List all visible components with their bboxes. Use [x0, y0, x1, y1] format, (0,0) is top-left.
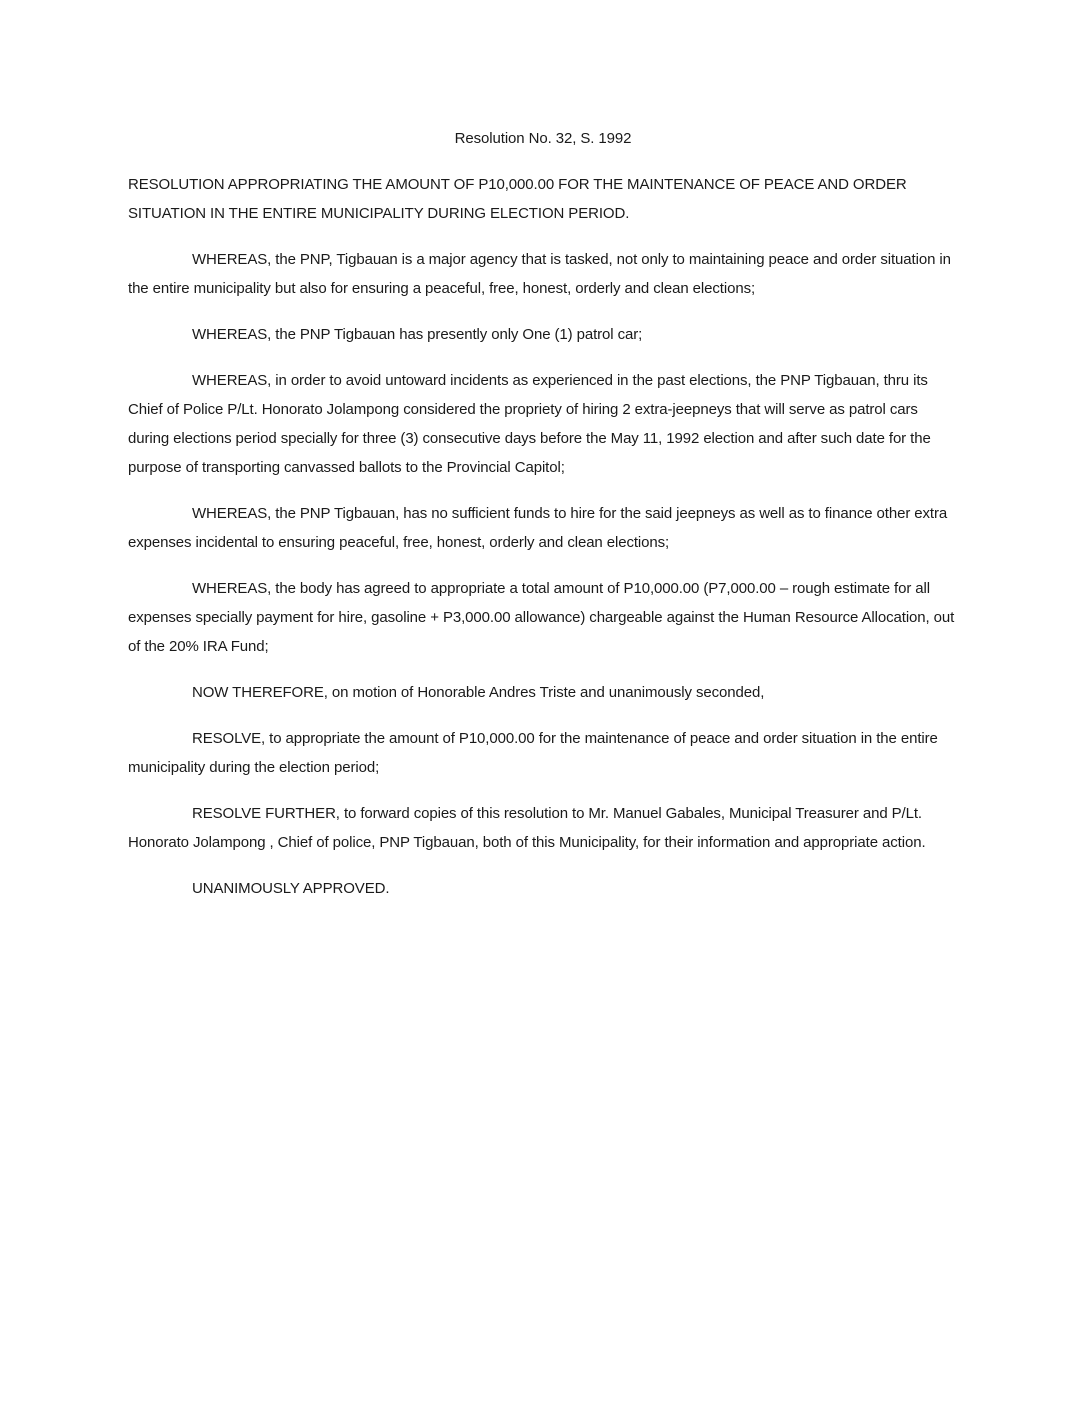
resolution-title: Resolution No. 32, S. 1992	[454, 130, 632, 147]
now-therefore-clause: NOW THEREFORE, on motion of Honorable Andres Triste and unanimously seconded,	[192, 684, 765, 701]
approval-statement: UNANIMOUSLY APPROVED.	[192, 880, 390, 897]
whereas-clause-5: WHEREAS, the body has agreed to appropriate a total amount of P10,000.00 (P7,000.00 – rough estimate for all expenses specially payment for hire, gasoline + P3,000.00 allowance) chargeable against the Human Resource Allocation, out of the 20% IRA Fund;	[128, 580, 955, 655]
whereas-clause-2: WHEREAS, the PNP Tigbauan has presently only One (1) patrol car;	[192, 326, 643, 343]
resolve-further-clause: RESOLVE FURTHER, to forward copies of this resolution to Mr. Manuel Gabales, Municipal Treasurer and P/Lt. Honorato Jolampong , Chief of police, PNP Tigbauan, both of this Municipality, for their information and appropriate action.	[128, 805, 926, 851]
resolve-clause: RESOLVE, to appropriate the amount of P10,000.00 for the maintenance of peace and order situation in the entire municipality during the election period;	[128, 730, 938, 776]
whereas-clause-1: WHEREAS, the PNP, Tigbauan is a major agency that is tasked, not only to maintaining peace and order situation in the entire municipality but also for ensuring a peaceful, free, honest, orderly and clean elections;	[128, 251, 951, 297]
whereas-clause-3: WHEREAS, in order to avoid untoward incidents as experienced in the past elections, the PNP Tigbauan, thru its Chief of Police P/Lt. Honorato Jolampong considered the propriety of hiring 2 extra-jeepneys that will serve as patrol cars during elections period specially for three (3) consecutive days before the May 11, 1992 election and after such date for the purpose of transporting canvassed ballots to the Provincial Capitol;	[128, 372, 931, 476]
resolution-heading-paragraph: RESOLUTION APPROPRIATING THE AMOUNT OF P10,000.00 FOR THE MAINTENANCE OF PEACE AND ORDER SITUATION IN THE ENTIRE MUNICIPALITY DURING ELECTION PERIOD.	[128, 176, 907, 222]
whereas-clause-4: WHEREAS, the PNP Tigbauan, has no sufficient funds to hire for the said jeepneys as well as to finance other extra expenses incidental to ensuring peaceful, free, honest, orderly and clean elections;	[128, 505, 948, 551]
